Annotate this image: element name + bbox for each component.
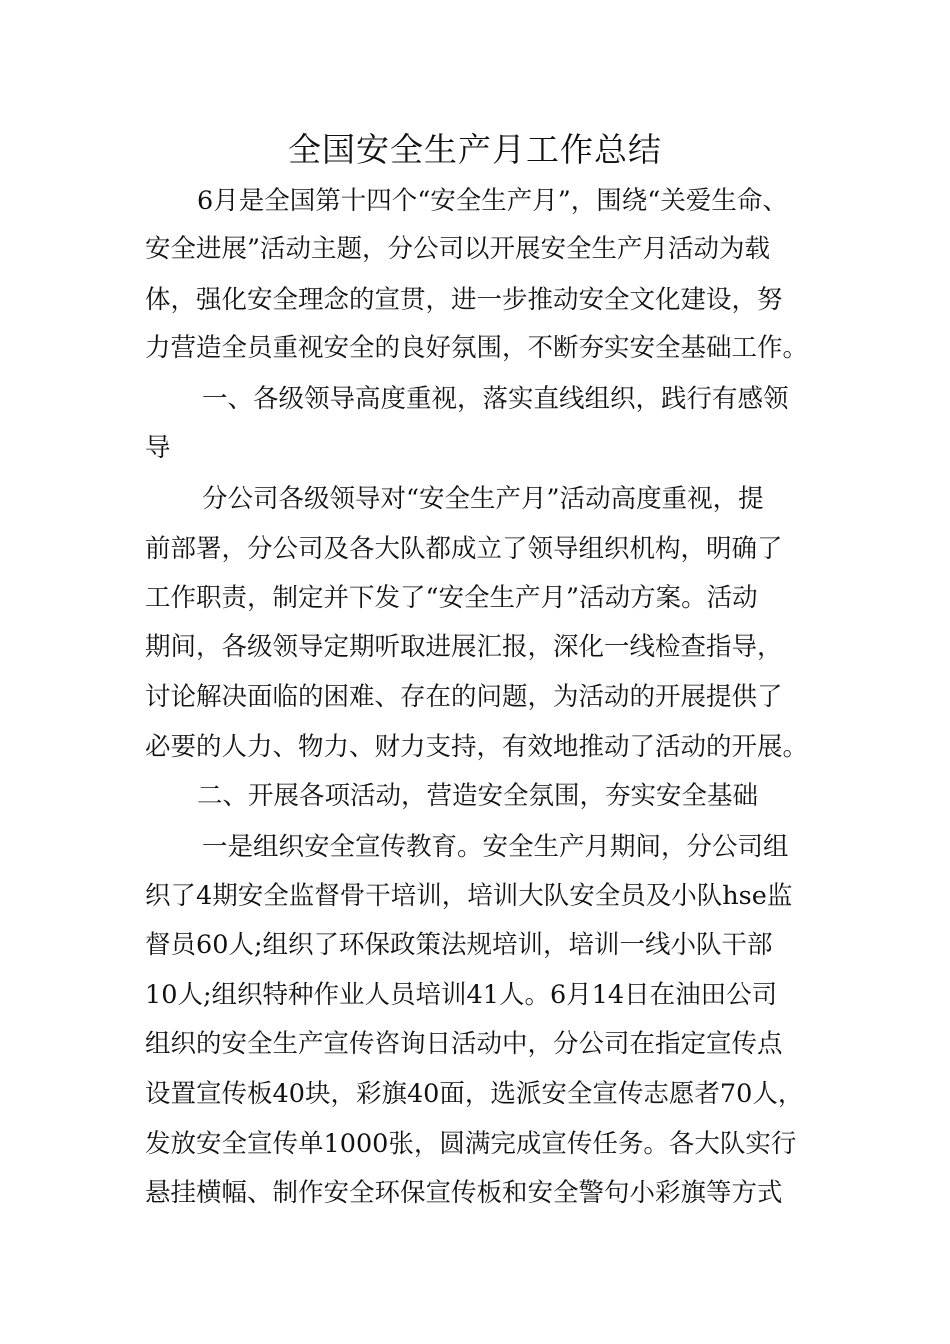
paragraph-line: 力营造全员重视安全的良好氛围，不断夯实安全基础工作。 bbox=[145, 333, 809, 363]
paragraph-line: 讨论解决面临的困难、存在的问题，为活动的开展提供了 bbox=[145, 682, 783, 712]
paragraph-line: 安全进展”活动主题，分公司以开展安全生产月活动为载 bbox=[145, 234, 771, 264]
section-heading-line: 一、各级领导高度重视，落实直线组织，践行有感领 bbox=[202, 384, 789, 414]
paragraph-line: 发放安全宣传单1000张，圆满完成宣传任务。各大队实行 bbox=[145, 1129, 797, 1159]
paragraph-line: 一是组织安全宣传教育。安全生产月期间，分公司组 bbox=[202, 832, 789, 862]
paragraph-line: 体，强化安全理念的宣贯，进一步推动安全文化建设，努 bbox=[145, 285, 783, 315]
paragraph-line: 6月是全国第十四个“安全生产月”，围绕“关爱生命、 bbox=[197, 186, 788, 216]
paragraph-line: 工作职责，制定并下发了“安全生产月”活动方案。活动 bbox=[145, 583, 758, 613]
paragraph-line: 分公司各级领导对“安全生产月”活动高度重视，提 bbox=[202, 484, 764, 514]
paragraph-line: 必要的人力、物力、财力支持，有效地推动了活动的开展。 bbox=[145, 732, 809, 762]
paragraph-line: 设置宣传板40块，彩旗40面，选派安全宣传志愿者70人， bbox=[145, 1079, 804, 1109]
paragraph-line: 悬挂横幅、制作安全环保宣传板和安全警句小彩旗等方式 bbox=[145, 1178, 783, 1208]
paragraph-line: 10人;组织特种作业人员培训41人。6月14日在油田公司 bbox=[145, 980, 778, 1010]
section-heading-line: 二、开展各项活动，营造安全氛围，夯实安全基础 bbox=[197, 781, 759, 811]
paragraph-line: 前部署，分公司及各大队都成立了领导组织机构，明确了 bbox=[145, 534, 783, 564]
paragraph-line: 织了4期安全监督骨干培训，培训大队安全员及小队hse监 bbox=[145, 881, 793, 911]
paragraph-line: 督员60人;组织了环保政策法规培训，培训一线小队干部 bbox=[145, 930, 773, 960]
paragraph-line: 期间，各级领导定期听取进展汇报，深化一线检查指导， bbox=[145, 632, 783, 662]
document-title: 全国安全生产月工作总结 bbox=[288, 130, 662, 169]
section-heading-line: 导 bbox=[145, 433, 171, 463]
paragraph-line: 组织的安全生产宣传咨询日活动中，分公司在指定宣传点 bbox=[145, 1029, 783, 1059]
